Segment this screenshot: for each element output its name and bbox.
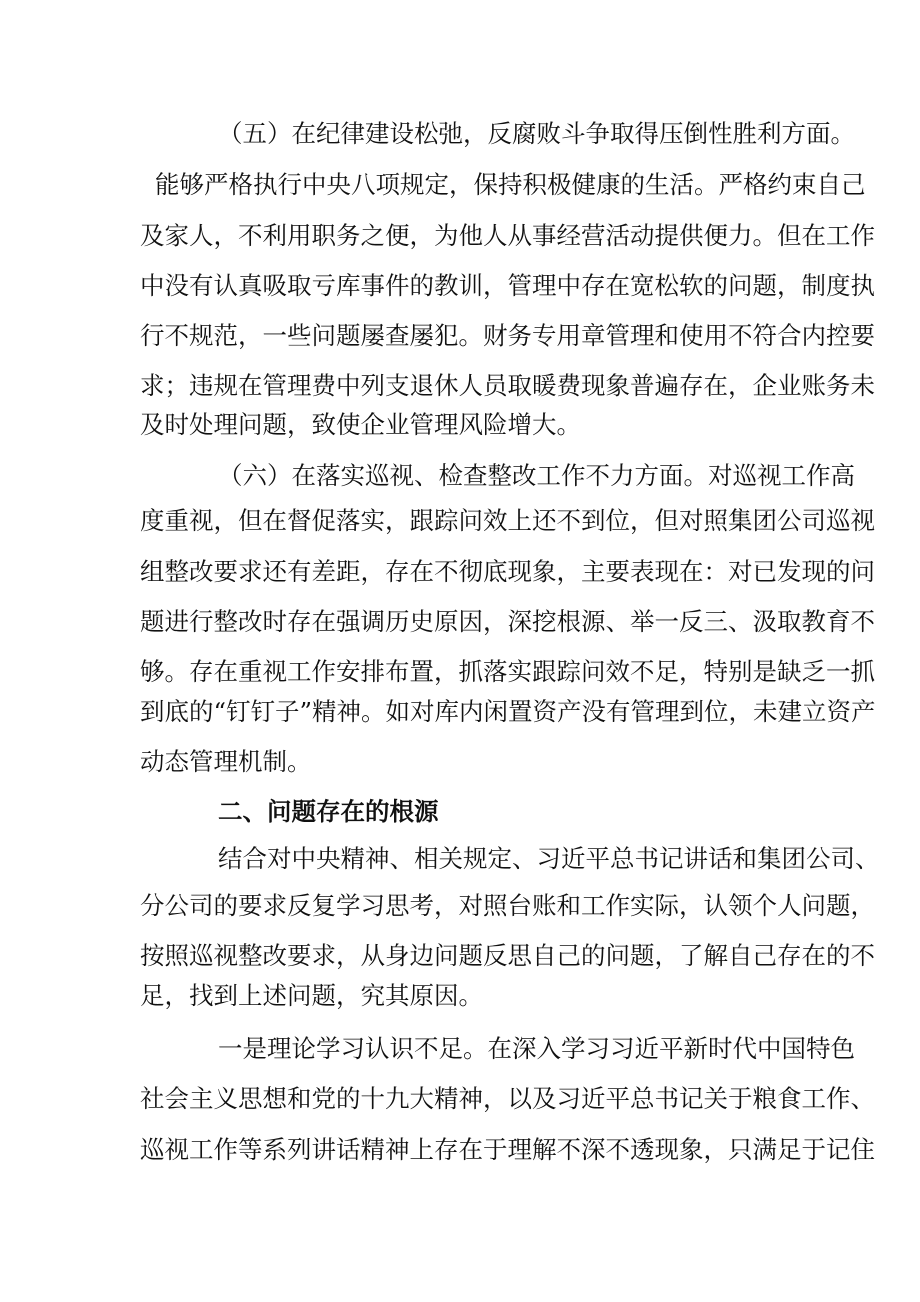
paragraph-line: 足，找到上述问题，究其原因。 xyxy=(140,981,483,1010)
paragraph-line: 求；违规在管理费中列支退休人员取暖费现象普遍存在，企业账务未 xyxy=(140,371,875,400)
paragraph-line: 及家人，不利用职务之便，为他人从事经营活动提供便力。但在工作 xyxy=(140,221,875,250)
paragraph-line: 分公司的要求反复学习思考，对照台账和工作实际，认领个人问题， xyxy=(140,891,875,920)
section-heading: 二、问题存在的根源 xyxy=(218,797,439,826)
paragraph-line: 题进行整改时存在强调历史原因，深挖根源、举一反三、汲取教育不 xyxy=(140,607,875,636)
paragraph-line: 按照巡视整改要求，从身边问题反思自己的问题，了解自己存在的不 xyxy=(140,941,875,970)
paragraph-line: 到底的“钉钉子”精神。如对库内闲置资产没有管理到位，未建立资产 xyxy=(140,697,876,726)
paragraph-line: 度重视，但在督促落实，跟踪问效上还不到位，但对照集团公司巡视 xyxy=(140,506,875,535)
paragraph-line: （五）在纪律建设松弛，反腐败斗争取得压倒性胜利方面。 xyxy=(218,119,855,148)
paragraph-line: （六）在落实巡视、检查整改工作不力方面。对巡视工作高 xyxy=(218,461,855,490)
paragraph-line: 及时处理问题，致使企业管理风险增大。 xyxy=(140,410,581,439)
paragraph-line: 组整改要求还有差距，存在不彻底现象，主要表现在：对已发现的问 xyxy=(140,557,875,586)
paragraph-line: 一是理论学习认识不足。在深入学习习近平新时代中国特色 xyxy=(218,1034,855,1063)
paragraph-line: 行不规范，一些问题屡查屡犯。财务专用章管理和使用不符合内控要 xyxy=(140,321,875,350)
paragraph-line: 结合对中央精神、相关规定、习近平总书记讲话和集团公司、 xyxy=(218,844,880,873)
paragraph-line: 社会主义思想和党的十九大精神，以及习近平总书记关于粮食工作、 xyxy=(140,1084,875,1113)
paragraph-line: 动态管理机制。 xyxy=(140,747,312,776)
paragraph-line: 够。存在重视工作安排布置，抓落实跟踪问效不足，特别是缺乏一抓 xyxy=(140,657,875,686)
paragraph-line: 能够严格执行中央八项规定，保持积极健康的生活。严格约束自己 xyxy=(155,170,866,199)
paragraph-line: 巡视工作等系列讲话精神上存在于理解不深不透现象，只满足于记住 xyxy=(140,1135,875,1164)
paragraph-line: 中没有认真吸取亏库事件的教训，管理中存在宽松软的问题，制度执 xyxy=(140,271,875,300)
